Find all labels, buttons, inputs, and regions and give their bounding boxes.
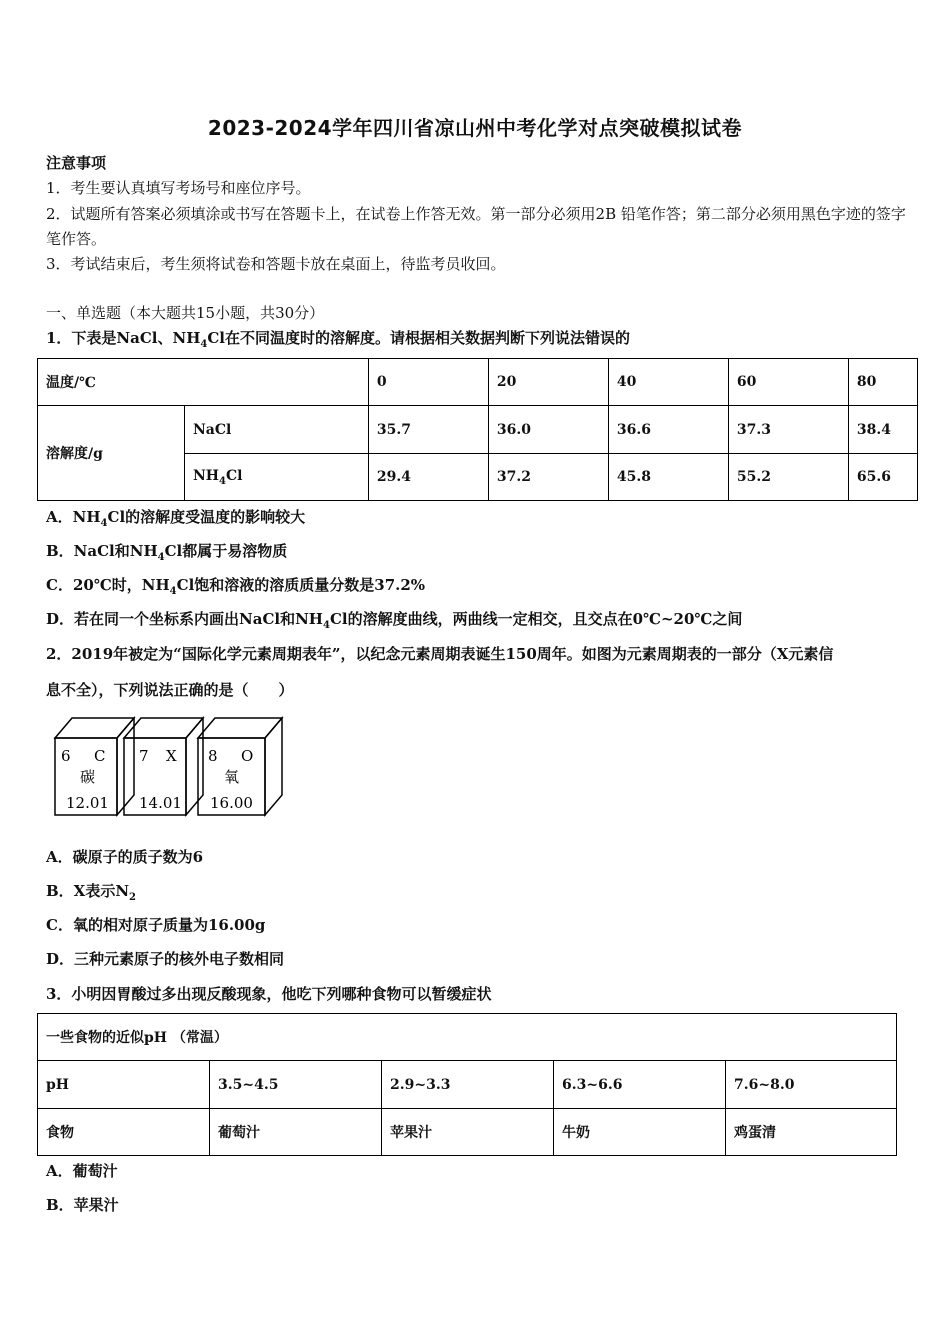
- nh4cl-cell: 55.2: [728, 454, 848, 501]
- nh4cl-label: $NH_4Cl$: [185, 454, 369, 501]
- element-symbol: O: [241, 747, 254, 765]
- q1-option-d: D．若在同一个坐标系内画出NaCl和$NH_4Cl$的溶解度曲线，两曲线一定相交，且交点在0℃~20℃之间: [46, 610, 743, 631]
- periodic-table-fragment: [50, 713, 290, 819]
- ph-cell: 7.6~8.0: [726, 1061, 897, 1109]
- temp-cell: 80: [848, 359, 917, 406]
- ph-label: pH: [38, 1061, 210, 1109]
- solubility-label: 溶解度/g: [38, 406, 185, 501]
- q2-stem-line1: 2．2019年被定为“国际化学元素周期表年”，以纪念元素周期表诞生150周年。如图为元素周期表的一部分（X元素信: [46, 645, 834, 663]
- element-number: 6: [61, 747, 71, 765]
- q1-option-c: C．20℃时，$NH_4Cl$饱和溶液的溶质质量分数是37.2%: [46, 576, 426, 597]
- ph-cell: 2.9~3.3: [382, 1061, 554, 1109]
- element-number: 7: [139, 747, 149, 765]
- ph-table: [37, 1013, 897, 1156]
- q3-stem: 3．小明因胃酸过多出现反酸现象，他吃下列哪种食物可以暂缓症状: [46, 985, 492, 1003]
- notice-item-2: 2．试题所有答案必须填涂或书写在答题卡上，在试卷上作答无效。第一部分必须用2B 铅笔作答；第二部分必须用黑色字迹的签字笔作答。: [46, 205, 906, 248]
- temp-cell: 0: [368, 359, 488, 406]
- element-mass: 14.01: [139, 794, 182, 812]
- notice-item-1: 1．考生要认真填写考场号和座位序号。: [46, 179, 311, 197]
- q2-option-d: D．三种元素原子的核外电子数相同: [46, 950, 285, 968]
- q1-option-a: A．$NH_4Cl$的溶解度受温度的影响较大: [46, 508, 306, 529]
- temp-cell: 20: [488, 359, 608, 406]
- q3-option-a: A．葡萄汁: [46, 1162, 118, 1180]
- nacl-cell: 37.3: [728, 406, 848, 454]
- element-name: 碳: [80, 768, 96, 786]
- notice-item-3: 3．考试结束后，考生须将试卷和答题卡放在桌面上，待监考员收回。: [46, 255, 506, 273]
- element-symbol: C: [94, 747, 106, 765]
- nacl-cell: 36.6: [608, 406, 728, 454]
- food-cell: 苹果汁: [382, 1109, 554, 1156]
- section-heading: 一、单选题（本大题共15小题，共30分）: [46, 304, 325, 322]
- food-label: 食物: [38, 1109, 210, 1156]
- q2-option-c: C．氧的相对原子质量为16.00g: [46, 916, 266, 934]
- nacl-cell: 38.4: [848, 406, 917, 454]
- nacl-cell: 36.0: [488, 406, 608, 454]
- element-number: 8: [208, 747, 218, 765]
- q1-stem: 1．下表是NaCl、$NH_4Cl$在不同温度时的溶解度。请根据相关数据判断下列说法错误的: [46, 329, 630, 350]
- nacl-cell: 35.7: [368, 406, 488, 454]
- element-mass: 12.01: [66, 794, 109, 812]
- food-cell: 牛奶: [554, 1109, 726, 1156]
- ph-cell: 3.5~4.5: [210, 1061, 382, 1109]
- nh4cl-cell: 65.6: [848, 454, 917, 501]
- q2-option-a: A．碳原子的质子数为6: [46, 848, 204, 866]
- nh4cl-cell: 45.8: [608, 454, 728, 501]
- temp-cell: 60: [728, 359, 848, 406]
- q2-option-b: B．X表示$N_2$: [46, 882, 136, 903]
- element-mass: 16.00: [210, 794, 253, 812]
- page-title: 2023-2024学年四川省凉山州中考化学对点突破模拟试卷: [207, 116, 743, 140]
- q1-option-b: B．NaCl和$NH_4Cl$都属于易溶物质: [46, 542, 288, 563]
- temp-cell: 40: [608, 359, 728, 406]
- ph-cell: 6.3~6.6: [554, 1061, 726, 1109]
- notice-heading: 注意事项: [46, 154, 107, 172]
- element-symbol: X: [166, 747, 177, 765]
- q2-stem-line2: 息不全），下列说法正确的是（ ）: [46, 681, 294, 699]
- element-name: 氧: [224, 768, 240, 786]
- nh4cl-cell: 37.2: [488, 454, 608, 501]
- nacl-label: NaCl: [185, 406, 369, 454]
- solubility-table: [37, 358, 918, 501]
- nh4cl-cell: 29.4: [368, 454, 488, 501]
- food-cell: 葡萄汁: [210, 1109, 382, 1156]
- q3-option-b: B．苹果汁: [46, 1196, 119, 1214]
- ph-table-header: 一些食物的近似pH （常温）: [38, 1014, 897, 1061]
- food-cell: 鸡蛋清: [726, 1109, 897, 1156]
- temp-label: 温度/℃: [38, 359, 369, 406]
